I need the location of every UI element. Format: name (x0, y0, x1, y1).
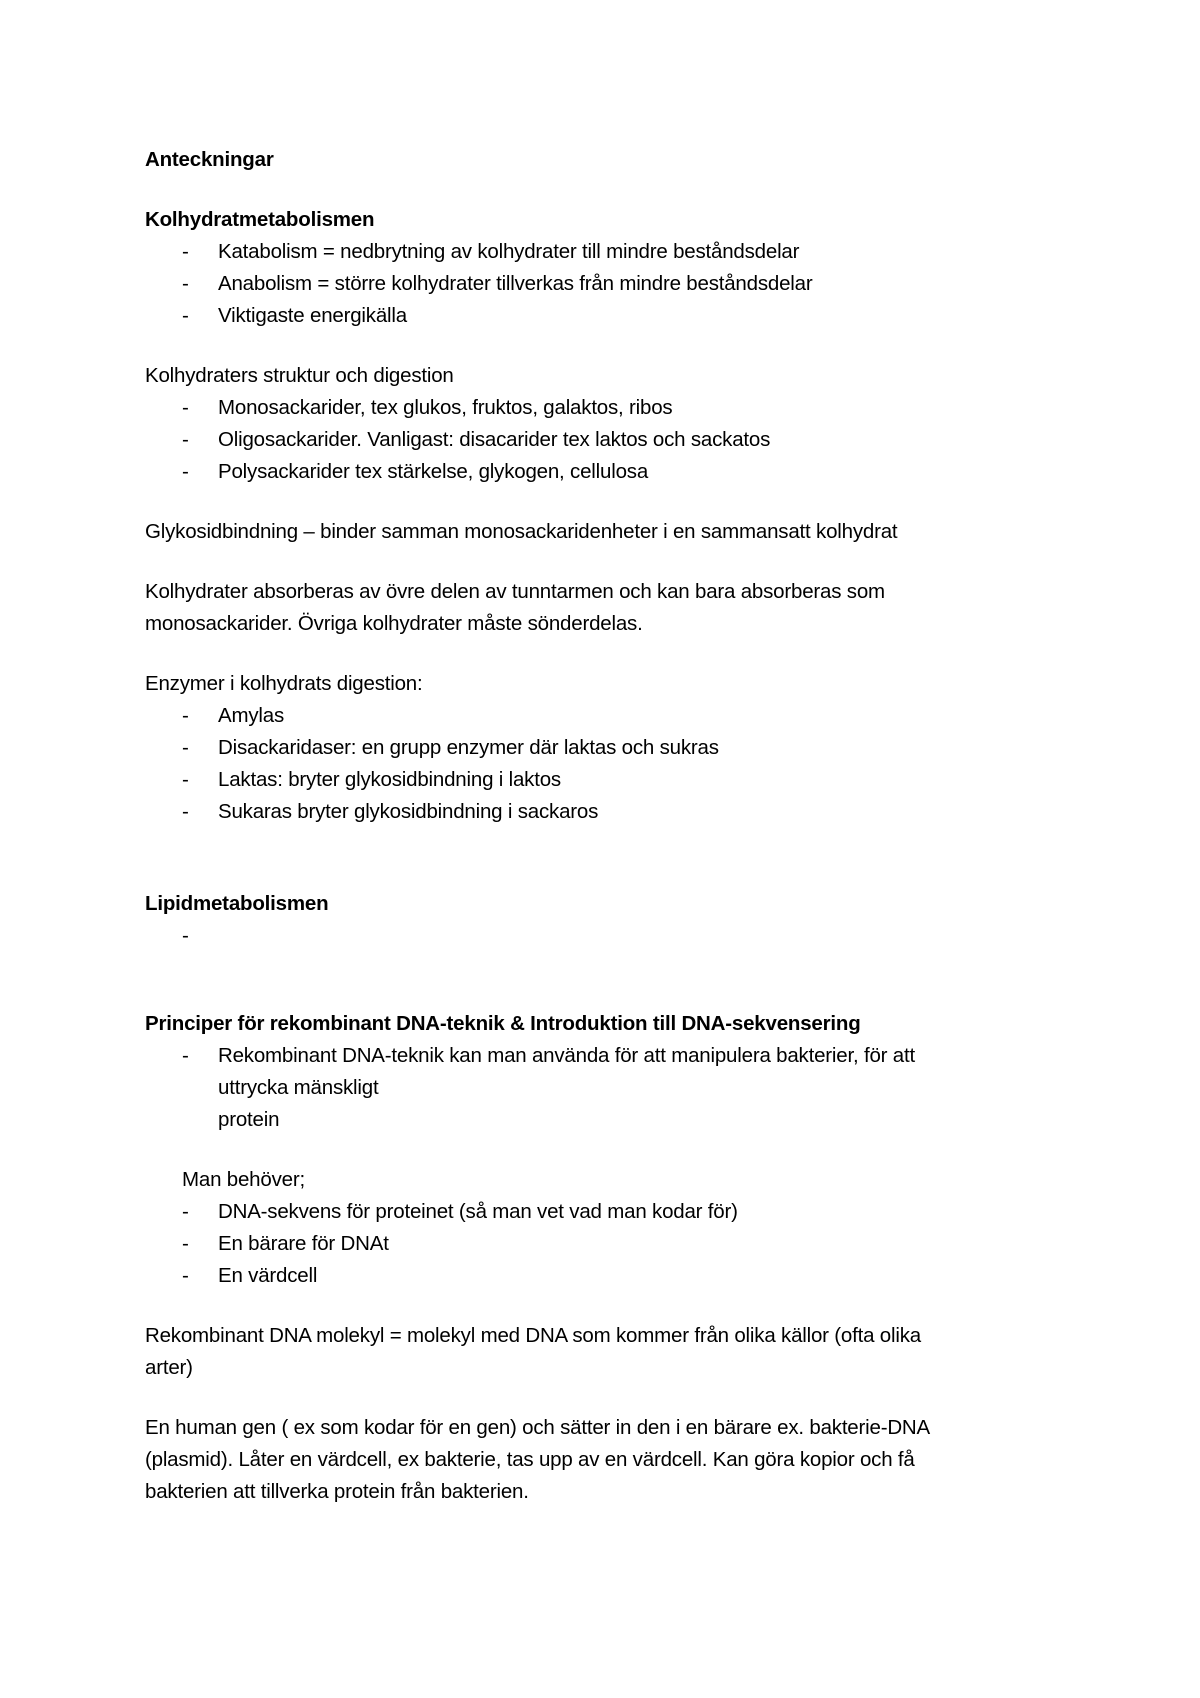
list-item-text: En värdcell (218, 1264, 318, 1287)
list-item (145, 392, 1045, 424)
dash-bullet: - (182, 304, 189, 327)
list-item (145, 732, 1045, 764)
dash-bullet: - (182, 240, 189, 263)
list-item-text: Disackaridaser: en grupp enzymer där laktas och sukras (218, 736, 719, 759)
paragraph-line: Kolhydrater absorberas av övre delen av tunntarmen och kan bara absorberas som (145, 580, 885, 603)
dash-bullet: - (182, 1264, 189, 1287)
human-gen-paragraph (145, 1412, 1045, 1508)
list-item (145, 424, 1045, 456)
list-item-text: Amylas (218, 704, 285, 727)
spacer (145, 828, 1045, 888)
document-content (145, 144, 1045, 1508)
spacer (145, 1384, 1045, 1412)
list-item (145, 456, 1045, 488)
spacer (145, 1136, 1045, 1164)
paragraph-line: monosackarider. Övriga kolhydrater måste sönderdelas. (145, 612, 643, 635)
list-item (145, 796, 1045, 828)
molekyl-paragraph (145, 1320, 1045, 1384)
list-item (145, 1196, 1045, 1228)
paragraph-line: bakterien att tillverka protein från bakterien. (145, 1480, 529, 1503)
section-heading-dna: Principer för rekombinant DNA-teknik & Introduktion till DNA-sekvensering (145, 1012, 861, 1035)
struktur-list (145, 392, 1045, 488)
list-item (145, 700, 1045, 732)
list-item (145, 1260, 1045, 1292)
spacer (145, 1292, 1045, 1320)
dna-list (145, 1040, 1045, 1136)
paragraph-line: arter) (145, 1356, 193, 1379)
absorption-paragraph (145, 576, 1045, 640)
list-item (145, 1228, 1045, 1260)
section-heading-lipidmetabolismen: Lipidmetabolismen (145, 892, 329, 915)
spacer (145, 176, 1045, 204)
dash-bullet: - (182, 800, 189, 823)
list-item-text: Rekombinant DNA-teknik kan man använda för att manipulera bakterier, för att (218, 1044, 915, 1067)
list-item-text: Anabolism = större kolhydrater tillverkas från mindre beståndsdelar (218, 272, 813, 295)
dash-bullet: - (182, 1232, 189, 1255)
glykosid-paragraph: Glykosidbindning – binder samman monosackaridenheter i en sammansatt kolhydrat (145, 520, 898, 543)
needs-heading: Man behöver; (182, 1168, 305, 1191)
list-item (145, 300, 1045, 332)
dash-bullet: - (182, 768, 189, 791)
dash-bullet: - (182, 1200, 189, 1223)
list-item-text: Viktigaste energikälla (218, 304, 407, 327)
spacer (145, 488, 1045, 516)
list-item-text: Sukaras bryter glykosidbindning i sackaros (218, 800, 599, 823)
kolhydrat-list (145, 236, 1045, 332)
list-item (145, 764, 1045, 796)
paragraph-line: Rekombinant DNA molekyl = molekyl med DNA som kommer från olika källor (ofta olika (145, 1324, 921, 1347)
spacer (145, 332, 1045, 360)
enzymer-list (145, 700, 1045, 828)
list-item-text: Oligosackarider. Vanligast: disacarider tex laktos och sackatos (218, 428, 771, 451)
paragraph-line: (plasmid). Låter en värdcell, ex bakterie, tas upp av en värdcell. Kan göra kopior och få (145, 1448, 915, 1471)
list-item-text: Laktas: bryter glykosidbindning i laktos (218, 768, 561, 791)
dash-bullet: - (182, 924, 189, 947)
dash-bullet: - (182, 272, 189, 295)
spacer (145, 640, 1045, 668)
list-item-text: Katabolism = nedbrytning av kolhydrater till mindre beståndsdelar (218, 240, 800, 263)
needs-list (145, 1196, 1045, 1292)
list-item (145, 236, 1045, 268)
list-item-text: Monosackarider, tex glukos, fruktos, galaktos, ribos (218, 396, 673, 419)
dash-bullet: - (182, 1044, 189, 1067)
list-item (145, 1040, 1045, 1136)
section-heading-struktur: Kolhydraters struktur och digestion (145, 364, 454, 387)
spacer (145, 548, 1045, 576)
list-item-text: uttrycka mänskligt (218, 1076, 379, 1099)
dash-bullet: - (182, 428, 189, 451)
list-item-text: En bärare för DNAt (218, 1232, 389, 1255)
spacer (145, 920, 1045, 1008)
section-heading-kolhydratmetabolismen: Kolhydratmetabolismen (145, 208, 375, 231)
dash-bullet: - (182, 460, 189, 483)
document-title: Anteckningar (145, 148, 274, 171)
list-item (145, 268, 1045, 300)
list-item-text: protein (218, 1108, 280, 1131)
list-item-text: Polysackarider tex stärkelse, glykogen, cellulosa (218, 460, 649, 483)
list-item-text: DNA-sekvens för proteinet (så man vet vad man kodar för) (218, 1200, 738, 1223)
dash-bullet: - (182, 736, 189, 759)
dash-bullet: - (182, 396, 189, 419)
paragraph-line: En human gen ( ex som kodar för en gen) och sätter in den i en bärare ex. bakterie-DNA (145, 1416, 931, 1439)
section-heading-enzymer: Enzymer i kolhydrats digestion: (145, 672, 423, 695)
dash-bullet: - (182, 704, 189, 727)
